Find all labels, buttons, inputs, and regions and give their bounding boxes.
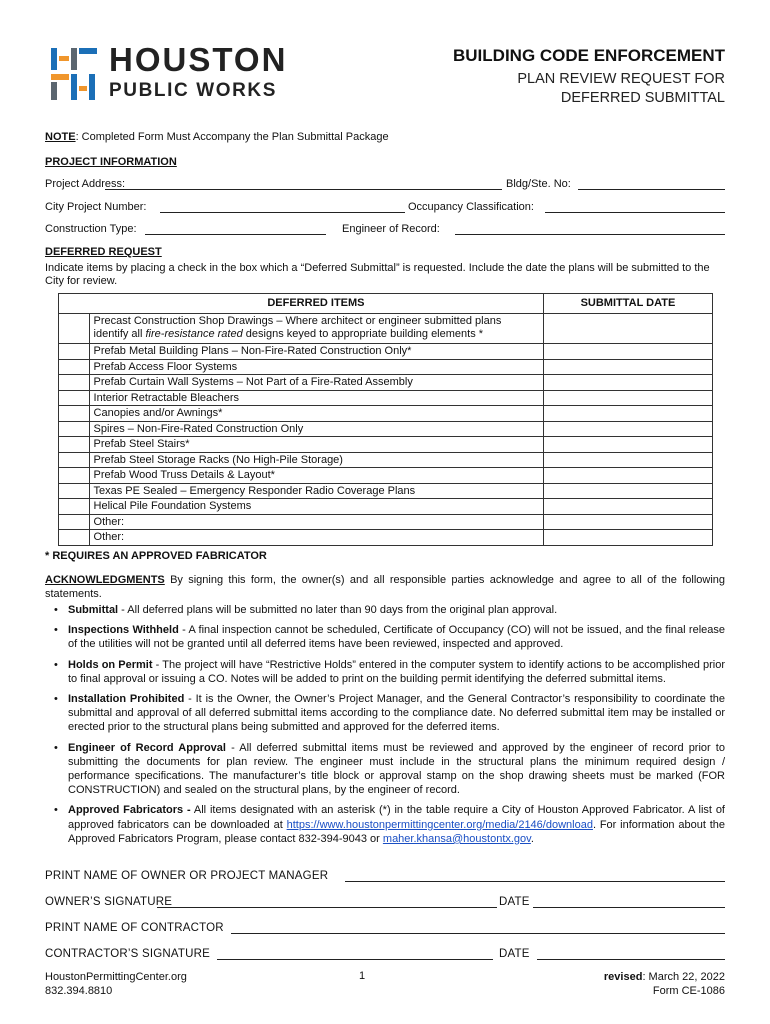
bldg-ste-field[interactable] <box>578 178 725 190</box>
note <box>45 131 389 143</box>
bullet-head: Submittal <box>68 604 119 616</box>
item-label: Prefab Steel Storage Racks (No High-Pile Storage) <box>89 452 543 468</box>
item-label: Prefab Access Floor Systems <box>89 359 543 375</box>
address-row <box>45 178 725 194</box>
item-line2-c: designs keyed to appropriate building elements * <box>242 328 484 340</box>
footer-site: HoustonPermittingCenter.org <box>45 971 187 983</box>
item-label: Canopies and/or Awnings* <box>89 406 543 422</box>
contractor-signature-row <box>45 948 725 964</box>
item-checkbox[interactable] <box>59 344 90 360</box>
submittal-date-cell[interactable] <box>543 421 712 437</box>
item-label: Prefab Metal Building Plans – Non-Fire-Rated Construction Only* <box>89 344 543 360</box>
contractor-name-label: PRINT NAME OF CONTRACTOR <box>45 922 224 934</box>
item-label: Helical Pile Foundation Systems <box>89 499 543 515</box>
deferred-items-header: DEFERRED ITEMS <box>89 294 543 314</box>
logo-text-houston: HOUSTON <box>109 41 288 78</box>
item-label: Texas PE Sealed – Emergency Responder Radio Coverage Plans <box>89 483 543 499</box>
table-row <box>59 483 713 499</box>
item-label: Prefab Steel Stairs* <box>89 437 543 453</box>
bullet-end: . <box>530 832 534 845</box>
note-label: NOTE <box>45 131 76 143</box>
checkbox-header <box>59 294 90 314</box>
city-project-number-label: City Project Number: <box>45 201 147 213</box>
bullet-text: - All deferred submittal items must be reviewed and approved by the engineer of record prior to submitting the documents for plan review. The engineer must include in the structural plans the minimum required design / performance specifications. The manufacturer’s title block or approval stamp on the shop drawing sheets must be marked (FOR CONSTRUCTION) and sealed on the structural plans, by the engineer of record. <box>68 741 725 797</box>
project-info-title: PROJECT INFORMATION <box>45 156 177 168</box>
submittal-date-cell[interactable] <box>543 499 712 515</box>
item-checkbox[interactable] <box>59 390 90 406</box>
page-number: 1 <box>359 970 366 982</box>
item-label: Other: <box>89 530 543 546</box>
fabricators-download-link[interactable]: https://www.houstonpermittingcenter.org/media/2146/download <box>286 818 593 831</box>
acknowledgments-text: By signing this form, the owner(s) and all responsible parties acknowledge and agree to all of the following statements. <box>45 574 725 600</box>
item-checkbox[interactable] <box>59 359 90 375</box>
contractor-signature-label: CONTRACTOR’S SIGNATURE <box>45 948 210 960</box>
owner-name-row <box>45 870 725 886</box>
item-checkbox[interactable] <box>59 452 90 468</box>
page-title: BUILDING CODE ENFORCEMENT <box>453 46 725 65</box>
item-checkbox[interactable] <box>59 514 90 530</box>
revised-label: revised <box>603 971 643 983</box>
project-address-field[interactable] <box>105 178 502 190</box>
contractor-date-label: DATE <box>499 948 530 960</box>
submittal-date-cell[interactable] <box>543 468 712 484</box>
submittal-date-cell[interactable] <box>543 437 712 453</box>
table-row <box>59 452 713 468</box>
bullet-icon: • <box>54 624 58 637</box>
item-label: Prefab Curtain Wall Systems – Not Part of a Fire-Rated Assembly <box>89 375 543 391</box>
contractor-date-field[interactable] <box>537 948 725 960</box>
list-item <box>52 658 725 686</box>
houston-public-works-logo <box>49 42 319 104</box>
city-project-number-field[interactable] <box>160 201 405 213</box>
submittal-date-cell[interactable] <box>543 514 712 530</box>
submittal-date-cell[interactable] <box>543 530 712 546</box>
owner-signature-field[interactable] <box>157 896 497 908</box>
bullet-icon: • <box>54 658 58 671</box>
table-header <box>59 294 713 314</box>
table-row <box>59 514 713 530</box>
item-label: Prefab Wood Truss Details & Layout* <box>89 468 543 484</box>
logo-text-public-works: PUBLIC WORKS <box>109 80 278 101</box>
owner-date-label: DATE <box>499 896 530 908</box>
submittal-date-cell[interactable] <box>543 390 712 406</box>
bullet-head: Holds on Permit <box>68 658 153 671</box>
construction-type-label: Construction Type: <box>45 223 137 235</box>
bullet-head: Approved Fabricators - <box>68 804 191 817</box>
deferred-request-title: DEFERRED REQUEST <box>45 246 162 258</box>
contractor-signature-field[interactable] <box>217 948 493 960</box>
table-row <box>59 437 713 453</box>
revised-line <box>604 970 725 984</box>
submittal-date-cell[interactable] <box>543 406 712 422</box>
item-checkbox[interactable] <box>59 421 90 437</box>
item-label <box>89 314 543 344</box>
item-line2 <box>94 328 539 341</box>
note-text: : Completed Form Must Accompany the Plan Submittal Package <box>75 131 389 143</box>
bullet-head: Engineer of Record Approval <box>68 741 226 754</box>
bullet-head: Installation Prohibited <box>68 693 185 706</box>
table-row <box>59 375 713 391</box>
form-number: Form CE-1086 <box>652 985 725 997</box>
construction-row <box>45 223 725 239</box>
deferred-items-table <box>58 293 713 546</box>
owner-signature-label: OWNER’S SIGNATURE <box>45 896 173 908</box>
list-item <box>52 692 725 735</box>
acknowledgments-title: ACKNOWLEDGMENTS <box>45 574 165 586</box>
project-address-label: Project Address: <box>45 178 126 190</box>
list-item <box>52 803 725 846</box>
item-label: Other: <box>89 514 543 530</box>
item-checkbox[interactable] <box>59 375 90 391</box>
occupancy-field[interactable] <box>545 201 725 213</box>
owner-name-field[interactable] <box>345 870 725 882</box>
bullet-head: Inspections Withheld <box>68 624 179 637</box>
acknowledgment-list <box>52 603 725 852</box>
bullet-text: - The project will have “Restrictive Holds” entered in the computer system to identify actions to be accomplished prior to final approval or issuing a CO. Notes will be added to print on the building permit identifying the deferred submittal items. <box>68 658 726 685</box>
item-checkbox[interactable] <box>59 499 90 515</box>
owner-date-field[interactable] <box>533 896 725 908</box>
item-checkbox[interactable] <box>59 437 90 453</box>
item-checkbox[interactable] <box>59 406 90 422</box>
bullet-text: All items designated with an asterisk (*) in the table require a City of Houston Approved Fabricator. A list of approved fabricators can be downloaded at <box>68 804 725 831</box>
owner-name-label: PRINT NAME OF OWNER OR PROJECT MANAGER <box>45 870 329 882</box>
table-row <box>59 421 713 437</box>
engineer-field[interactable] <box>455 223 725 235</box>
city-number-row <box>45 201 725 217</box>
owner-signature-row <box>45 896 725 912</box>
table-row <box>59 406 713 422</box>
submittal-date-cell[interactable] <box>543 359 712 375</box>
bullet-text: - A final inspection cannot be scheduled, Certificate of Occupancy (CO) will not be issued, and the final release of the utilities will not be granted until all deferred items have been reviewed, inspected and approved. <box>68 624 726 651</box>
submittal-date-cell[interactable] <box>543 344 712 360</box>
bullet-icon: • <box>54 741 58 754</box>
deferred-intro: Indicate items by placing a check in the box which a “Deferred Submittal” is requested. Include the date the plans will be submitted to the City for review. <box>45 262 710 287</box>
table-row <box>59 390 713 406</box>
contractor-name-row <box>45 922 725 938</box>
table-row <box>59 499 713 515</box>
contractor-name-field[interactable] <box>231 922 725 934</box>
table-row <box>59 359 713 375</box>
subtitle-line2: DEFERRED SUBMITTAL <box>560 90 725 106</box>
item-line1: Precast Construction Shop Drawings – Where architect or engineer submitted plans <box>93 315 502 327</box>
table-row <box>59 468 713 484</box>
footer-contact <box>45 970 187 998</box>
item-line2-italic: fire-resistance rated <box>145 328 243 340</box>
bullet-text: - It is the Owner, the Owner’s Project Manager, and the General Contractor’s responsibility to coordinate the submittal and approval of all deferred submittal items according to the compliance date. No deferred submittal item may be installed or erected prior to the structural plans being submitted and approved for the deferred items. <box>68 693 725 734</box>
page-subtitle <box>517 70 725 108</box>
submittal-date-cell[interactable] <box>543 483 712 499</box>
table-row <box>59 530 713 546</box>
submittal-date-cell[interactable] <box>543 314 712 344</box>
submittal-date-cell[interactable] <box>543 375 712 391</box>
fabricator-note: * REQUIRES AN APPROVED FABRICATOR <box>45 550 267 562</box>
bldg-ste-label: Bldg/Ste. No: <box>506 178 571 190</box>
submittal-date-header: SUBMITTAL DATE <box>543 294 712 314</box>
bullet-icon: • <box>54 604 58 616</box>
item-checkbox[interactable] <box>59 530 90 546</box>
item-checkbox[interactable] <box>59 483 90 499</box>
submittal-date-cell[interactable] <box>543 452 712 468</box>
table-row <box>59 314 713 344</box>
table-row <box>59 344 713 360</box>
footer-phone: 832.394.8810 <box>45 985 113 997</box>
item-line2-a: identify all <box>93 328 146 340</box>
construction-type-field[interactable] <box>145 223 326 235</box>
subtitle-line1: PLAN REVIEW REQUEST FOR <box>517 71 725 87</box>
contact-email-link[interactable]: maher.khansa@houstontx.gov <box>382 832 531 845</box>
occupancy-label: Occupancy Classification: <box>408 201 534 213</box>
acknowledgments-intro <box>45 573 725 601</box>
footer-revision <box>604 970 725 998</box>
bullet-text: . For information about the Approved Fabricators Program, please contact 832-394-9043 or <box>68 818 725 845</box>
list-item <box>52 603 725 617</box>
bullet-icon: • <box>54 693 58 706</box>
item-label: Interior Retractable Bleachers <box>89 390 543 406</box>
item-label: Spires – Non-Fire-Rated Construction Only <box>89 421 543 437</box>
houston-logo-mark-icon <box>49 46 101 102</box>
list-item <box>52 741 725 798</box>
revised-date: : March 22, 2022 <box>642 971 725 983</box>
item-checkbox[interactable] <box>59 468 90 484</box>
engineer-label: Engineer of Record: <box>342 223 440 235</box>
bullet-icon: • <box>54 804 58 817</box>
bullet-text: - All deferred plans will be submitted no later than 90 days from the original plan approval. <box>118 604 558 616</box>
item-checkbox[interactable] <box>59 314 90 344</box>
list-item <box>52 623 725 651</box>
